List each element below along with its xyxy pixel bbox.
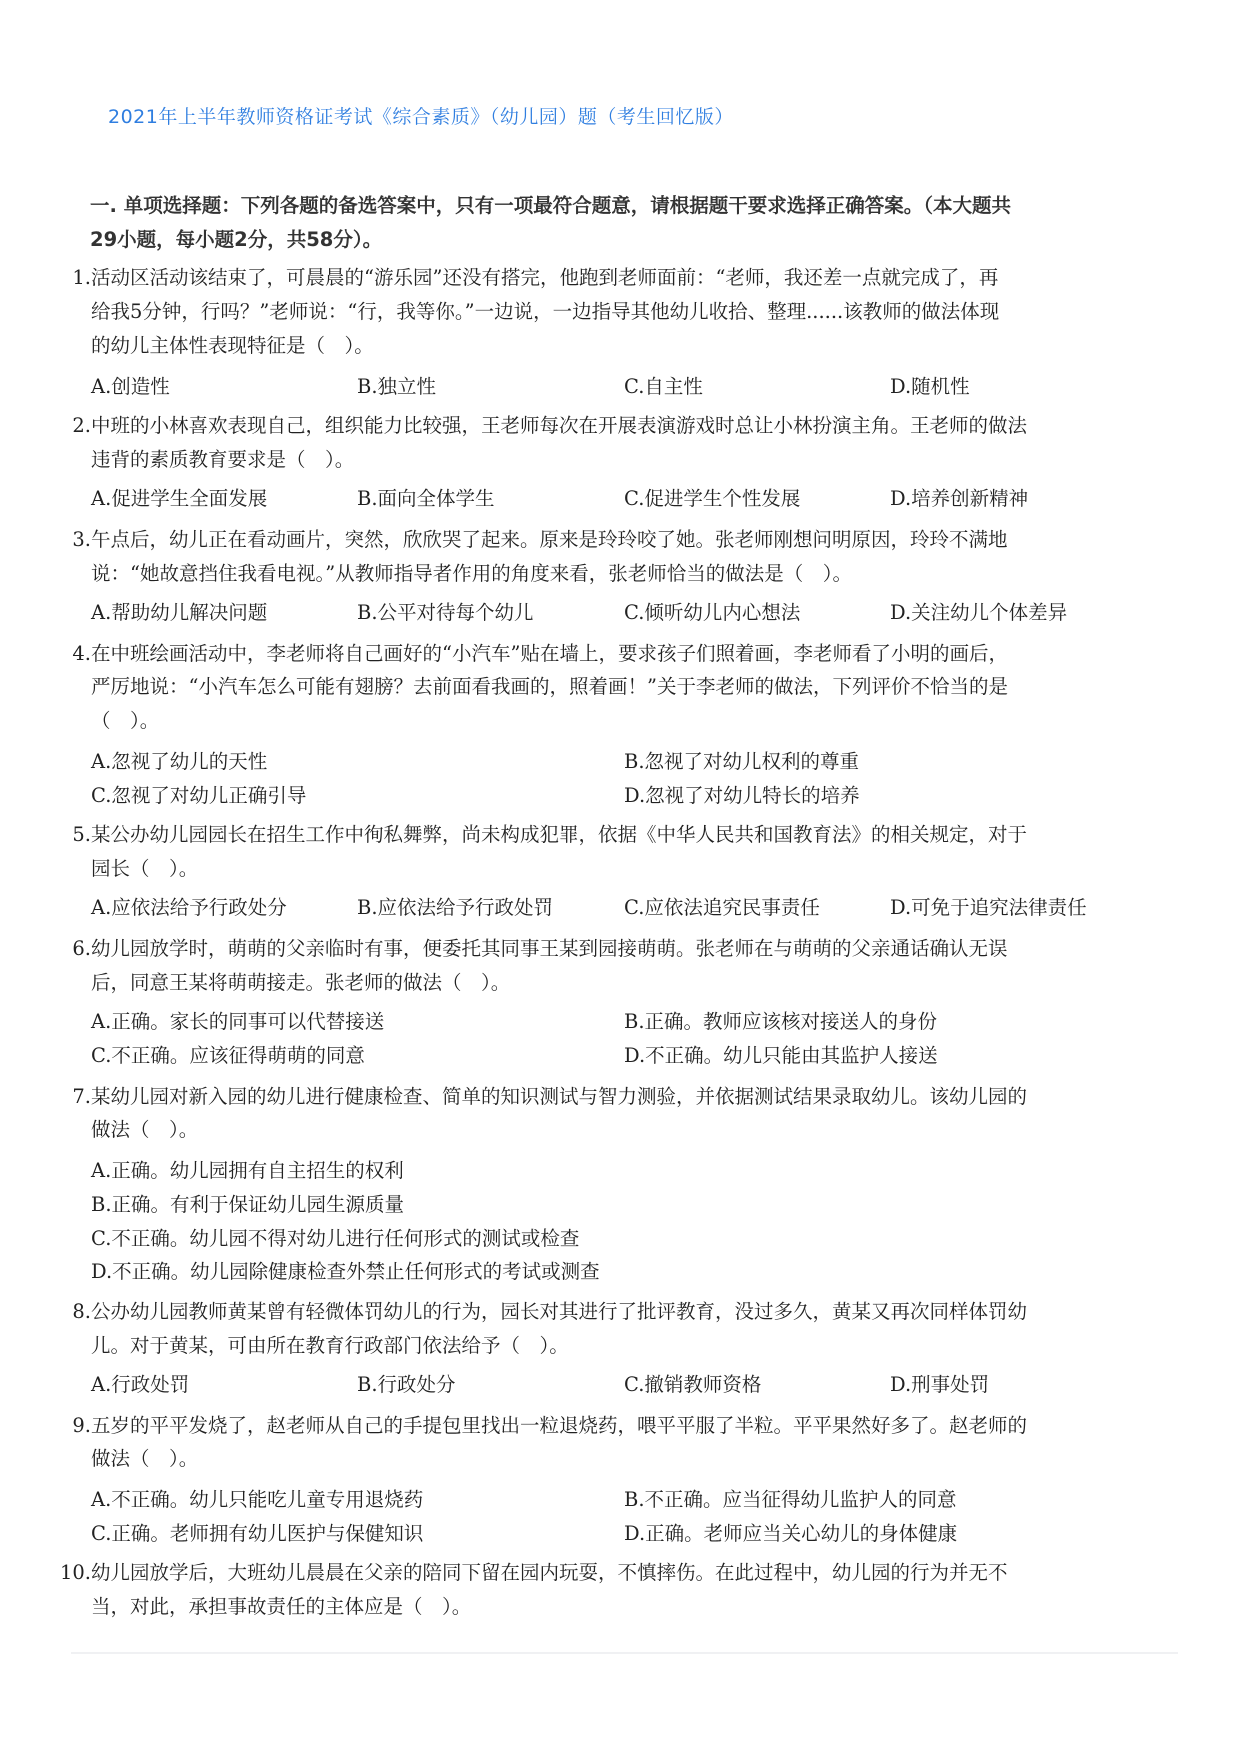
answer-option: D.不正确。幼儿只能由其监护人接送 (624, 1044, 938, 1067)
question-number: 2. (72, 414, 91, 437)
question-stem-line: 某幼儿园对新入园的幼儿进行健康检查、简单的知识测试与智力测验，并依据测试结果录取幼儿。该幼儿园的 (91, 1085, 1028, 1108)
answer-option: A.正确。家长的同事可以代替接送 (91, 1010, 385, 1033)
question-stem-line: 儿。对于黄某，可由所在教育行政部门依法给予（ ）。 (91, 1334, 569, 1357)
answer-option: A.应依法给予行政处分 (91, 896, 287, 919)
answer-option: D.关注幼儿个体差异 (890, 601, 1068, 624)
question-number: 4. (72, 642, 91, 665)
question-stem-line: 幼儿园放学后，大班幼儿晨晨在父亲的陪同下留在园内玩耍，不慎摔伤。在此过程中，幼儿园的行为并无不 (91, 1561, 1008, 1584)
section-heading-line: 29小题，每小题2分，共58分）。 (90, 228, 383, 251)
answer-option: A.不正确。幼儿只能吃儿童专用退烧药 (91, 1488, 424, 1511)
answer-option: C.忽视了对幼儿正确引导 (91, 784, 307, 807)
question-stem-line: 违背的素质教育要求是（ ）。 (91, 448, 355, 471)
answer-option: D.培养创新精神 (890, 487, 1029, 510)
question-stem-line: （ ）。 (91, 709, 160, 732)
answer-option: B.正确。教师应该核对接送人的身份 (624, 1010, 938, 1033)
question-stem-line: 当，对此，承担事故责任的主体应是（ ）。 (91, 1595, 472, 1618)
answer-option: D.正确。老师应当关心幼儿的身体健康 (624, 1522, 958, 1545)
question-stem-line: 中班的小林喜欢表现自己，组织能力比较强，王老师每次在开展表演游戏时总让小林扮演主角。王老师的做法 (91, 414, 1028, 437)
question-stem-line: 公办幼儿园教师黄某曾有轻微体罚幼儿的行为，园长对其进行了批评教育，没过多久，黄某又再次同样体罚幼 (91, 1300, 1028, 1323)
answer-option: A.创造性 (91, 375, 170, 398)
answer-option: C.不正确。幼儿园不得对幼儿进行任何形式的测试或检查 (91, 1227, 580, 1250)
question-stem-line: 给我5分钟，行吗？”老师说：“行，我等你。”一边说，一边指导其他幼儿收拾、整理......该教师的做法体现 (91, 300, 1000, 323)
answer-option: A.正确。幼儿园拥有自主招生的权利 (91, 1159, 404, 1182)
question-stem-line: 五岁的平平发烧了，赵老师从自己的手提包里找出一粒退烧药，喂平平服了半粒。平平果然好多了。赵老师的 (91, 1414, 1028, 1437)
question-stem-line: 做法（ ）。 (91, 1118, 199, 1141)
answer-option: C.正确。老师拥有幼儿医护与保健知识 (91, 1522, 424, 1545)
question-number: 7. (72, 1085, 91, 1108)
question-number: 6. (72, 937, 91, 960)
question-number: 10. (59, 1561, 91, 1584)
section-heading-line: 一. 单项选择题：下列各题的备选答案中，只有一项最符合题意，请根据题干要求选择正确答案。（本大题共 (90, 194, 1011, 217)
answer-option: C.撤销教师资格 (624, 1373, 762, 1396)
answer-option: A.促进学生全面发展 (91, 487, 268, 510)
page-divider (71, 1652, 1178, 1654)
answer-option: B.忽视了对幼儿权利的尊重 (624, 750, 860, 773)
question-stem-line: 做法（ ）。 (91, 1447, 199, 1470)
question-number: 9. (72, 1414, 91, 1437)
answer-option: D.随机性 (890, 375, 970, 398)
question-stem-line: 某公办幼儿园园长在招生工作中徇私舞弊，尚未构成犯罪，依据《中华人民共和国教育法》的相关规定，对于 (91, 823, 1028, 846)
document-title: 2021年上半年教师资格证考试《综合素质》（幼儿园）题（考生回忆版） (108, 106, 734, 128)
question-number: 3. (72, 528, 91, 551)
answer-option: D.不正确。幼儿园除健康检查外禁止任何形式的考试或测查 (91, 1260, 600, 1283)
answer-option: B.正确。有利于保证幼儿园生源质量 (91, 1193, 405, 1216)
answer-option: A.忽视了幼儿的天性 (91, 750, 268, 773)
question-stem-line: 说：“她故意挡住我看电视。”从教师指导者作用的角度来看，张老师恰当的做法是（ ）。 (91, 562, 852, 585)
answer-option: D.刑事处罚 (890, 1373, 990, 1396)
answer-option: B.面向全体学生 (357, 487, 495, 510)
answer-option: B.行政处分 (357, 1373, 456, 1396)
answer-option: B.公平对待每个幼儿 (357, 601, 534, 624)
question-number: 1. (72, 266, 91, 289)
question-stem-line: 幼儿园放学时，萌萌的父亲临时有事，便委托其同事王某到园接萌萌。张老师在与萌萌的父亲通话确认无误 (91, 937, 1008, 960)
answer-option: A.帮助幼儿解决问题 (91, 601, 268, 624)
answer-option: C.倾听幼儿内心想法 (624, 601, 801, 624)
answer-option: B.不正确。应当征得幼儿监护人的同意 (624, 1488, 957, 1511)
question-stem-line: 的幼儿主体性表现特征是（ ）。 (91, 334, 374, 357)
question-stem-line: 园长（ ）。 (91, 857, 199, 880)
question-stem-line: 午点后，幼儿正在看动画片，突然，欣欣哭了起来。原来是玲玲咬了她。张老师刚想问明原因，玲玲不满地 (91, 528, 1008, 551)
answer-option: C.不正确。应该征得萌萌的同意 (91, 1044, 365, 1067)
answer-option: B.独立性 (357, 375, 437, 398)
question-stem-line: 在中班绘画活动中，李老师将自己画好的“小汽车”贴在墙上，要求孩子们照着画，李老师看了小明的画后， (91, 642, 1008, 665)
question-number: 8. (72, 1300, 91, 1323)
answer-option: A.行政处罚 (91, 1373, 190, 1396)
answer-option: C.自主性 (624, 375, 703, 398)
question-stem-line: 严厉地说：“小汽车怎么可能有翅膀？去前面看我画的，照着画！”关于李老师的做法，下列评价不恰当的是 (91, 675, 1008, 698)
answer-option: C.促进学生个性发展 (624, 487, 801, 510)
answer-option: D.可免于追究法律责任 (890, 896, 1087, 919)
answer-option: D.忽视了对幼儿特长的培养 (624, 784, 860, 807)
answer-option: B.应依法给予行政处罚 (357, 896, 554, 919)
question-number: 5. (72, 823, 91, 846)
question-stem-line: 活动区活动该结束了，可晨晨的“游乐园”还没有搭完，他跑到老师面前：“老师，我还差一点就完成了，再 (91, 266, 999, 289)
question-stem-line: 后，同意王某将萌萌接走。张老师的做法（ ）。 (91, 971, 511, 994)
answer-option: C.应依法追究民事责任 (624, 896, 820, 919)
